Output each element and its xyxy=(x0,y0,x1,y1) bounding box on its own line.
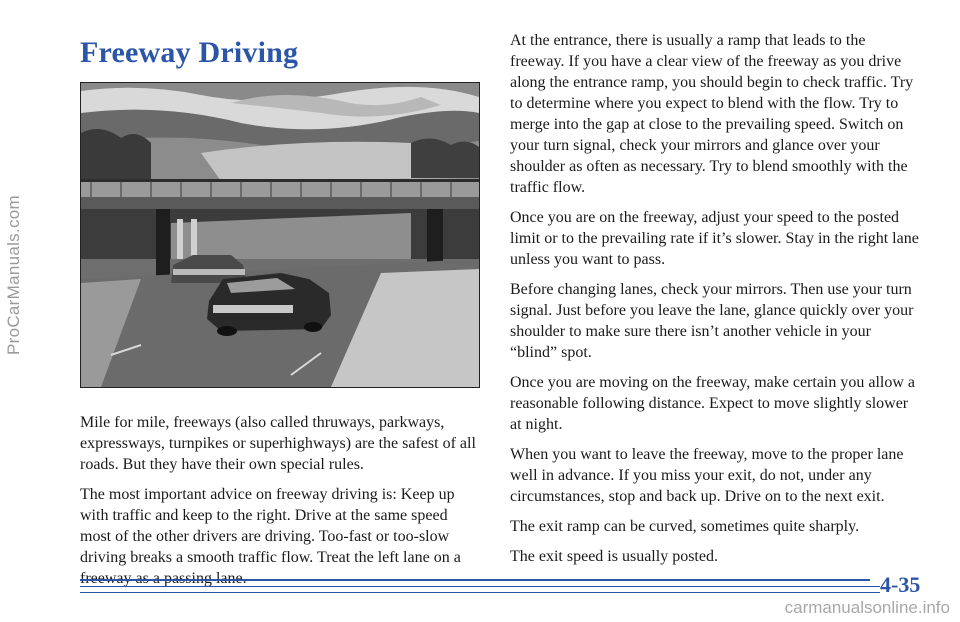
footer-rule xyxy=(80,579,870,581)
left-column xyxy=(80,412,480,598)
paragraph: Once you are on the freeway, adjust your speed to the posted limit or to the prevailing rate if it’s slower. Stay in the right lane unless you want to pass. xyxy=(510,209,919,268)
freeway-illustration xyxy=(80,82,480,388)
footer-rule xyxy=(80,586,880,587)
paragraph: The most important advice on freeway driving is: Keep up with traffic and keep to the right. Drive at the same speed most of the other drivers are driving. Too-fast or too-slow driving breaks a smooth traffic flow. Treat the left lane on a xyxy=(80,486,461,566)
paragraph: The exit ramp can be curved, sometimes quite sharply. xyxy=(510,518,860,535)
paragraph: Mile for mile, freeways (also called thruways, parkways, expressways, turnpikes or superhighways) are the safest of all roads. But they have their own special rules. xyxy=(80,414,476,473)
page-title: Freeway Driving xyxy=(80,36,299,69)
paragraph: When you want to leave the freeway, move to the proper lane well in advance. If you miss your exit, do not, under any circumstances, stop and back up. Drive on to the next exit. xyxy=(510,446,904,505)
page-number: 4-35 xyxy=(880,572,921,597)
paragraph: At the entrance, there is usually a ramp that leads to the freeway. If you have a clear view of the freeway as you drive along the entrance ramp, you should begin to check traffic. Try to determine where you expect to blend with the flow. Try to merge into the gap at close to the prevailing speed. Switch on your turn signal, check your mirrors and glance over your shoulder as often as necessary. Try to blend smoothly with the traffic flow. xyxy=(510,32,914,196)
footer-watermark: carmanualsonline.info xyxy=(784,598,950,617)
side-watermark xyxy=(2,40,26,510)
paragraph: Before changing lanes, check your mirrors. Then use your turn signal. Just before you leave the lane, glance quickly over your shoulder to make sure there isn’t another vehicle in your “blind” spot. xyxy=(510,281,914,361)
side-watermark-text: ProCarManuals.com xyxy=(4,194,24,356)
footer-rule xyxy=(80,592,880,593)
freeway-scene-image xyxy=(81,83,479,387)
paragraph: Once you are moving on the freeway, make certain you allow a reasonable following distance. Expect to move slightly slower at night. xyxy=(510,374,916,433)
paragraph: The exit speed is usually posted. xyxy=(510,548,718,565)
right-column xyxy=(510,30,920,576)
